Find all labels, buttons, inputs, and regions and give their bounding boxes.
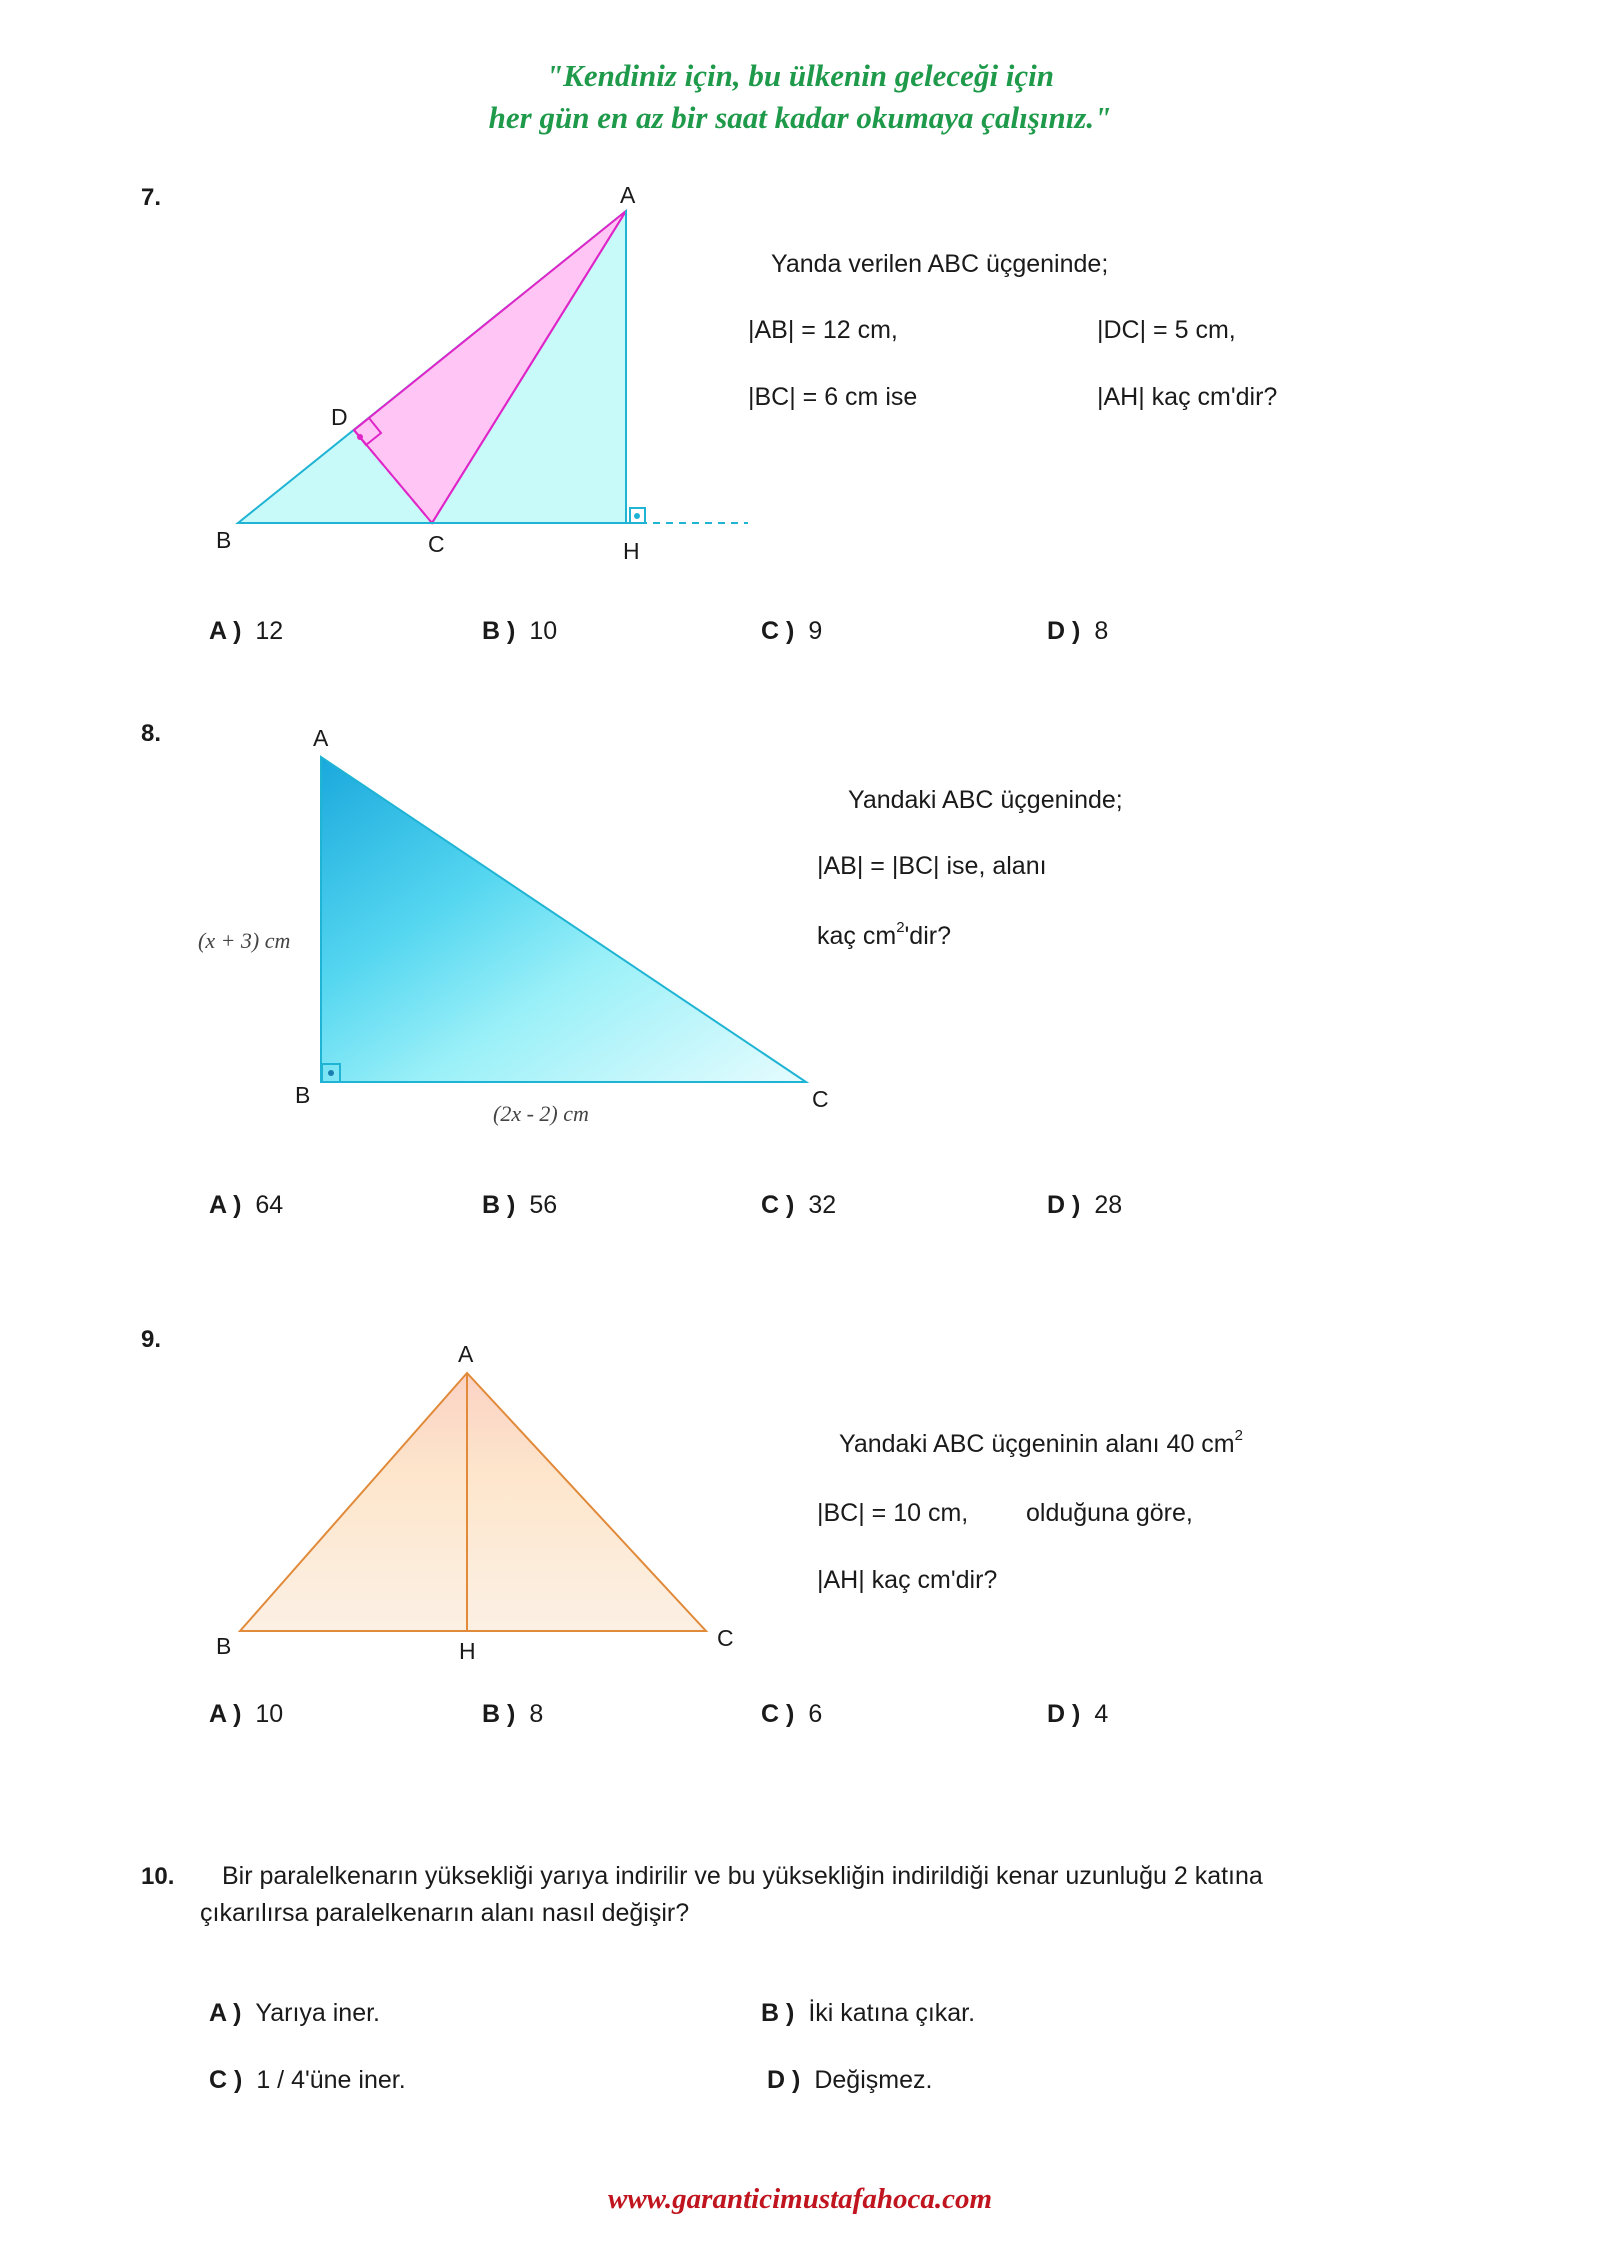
q7-option-b-letter: B ) <box>482 617 516 645</box>
q8-option-c-letter: C ) <box>761 1191 795 1219</box>
q10-option-b[interactable] <box>761 1999 975 2028</box>
q8-triangle-abc <box>321 757 806 1082</box>
q7-text-dc: |DC| = 5 cm, <box>1097 316 1236 344</box>
q9-triangle-abc <box>240 1373 706 1631</box>
q9-option-c-value: 6 <box>808 1700 823 1728</box>
q7-right-angle-dot-h <box>634 513 640 519</box>
q9-option-c-letter: C ) <box>761 1700 795 1728</box>
q7-point-d: D <box>331 404 348 430</box>
q7-option-b[interactable] <box>482 617 557 646</box>
q7-point-b: B <box>216 527 232 553</box>
q8-option-d-letter: D ) <box>1047 1191 1081 1219</box>
q8-option-b[interactable] <box>482 1191 557 1220</box>
q9-option-b-value: 8 <box>529 1700 544 1728</box>
q10-option-c-letter: C ) <box>209 2066 243 2094</box>
q9-point-h: H <box>459 1638 476 1664</box>
q8-option-d[interactable] <box>1047 1191 1122 1220</box>
q8-text-question <box>817 918 951 951</box>
q10-option-a-letter: A ) <box>209 1999 242 2027</box>
q9-text-question: |AH| kaç cm'dir? <box>817 1566 998 1594</box>
q9-figure <box>240 1373 706 1631</box>
q8-option-d-value: 28 <box>1094 1191 1123 1219</box>
q7-right-angle-dot-d <box>357 434 363 440</box>
q10-option-b-value: İki katına çıkar. <box>808 1999 976 2027</box>
q10-number: 10. <box>141 1863 175 1890</box>
q7-text-question: |AH| kaç cm'dir? <box>1097 383 1278 411</box>
q8-question-after: 'dir? <box>904 922 951 950</box>
q9-option-d-value: 4 <box>1094 1700 1109 1728</box>
q7-number: 7. <box>141 184 162 211</box>
q8-measure-bc: (2x - 2) cm <box>493 1101 589 1126</box>
q9-text-condition: olduğuna göre, <box>1026 1499 1193 1527</box>
q7-figure <box>238 211 748 523</box>
q9-option-d-letter: D ) <box>1047 1700 1081 1728</box>
q10-text-line-1: Bir paralelkenarın yüksekliği yarıya indirilir ve bu yüksekliğin indirildiği kenar uzunluğu 2 katına <box>222 1862 1263 1890</box>
q9-option-c[interactable] <box>761 1700 822 1729</box>
q9-point-c: C <box>717 1625 734 1651</box>
q9-option-d[interactable] <box>1047 1700 1108 1729</box>
footer-website-link[interactable]: www.garanticimustafahoca.com <box>607 2183 993 2215</box>
q8-option-a-value: 64 <box>255 1191 284 1219</box>
q7-point-a: A <box>620 182 636 208</box>
q7-option-d[interactable] <box>1047 617 1108 646</box>
q7-point-h: H <box>623 538 640 564</box>
q10-option-c[interactable] <box>209 2066 406 2095</box>
q8-option-b-value: 56 <box>529 1191 558 1219</box>
q7-option-d-letter: D ) <box>1047 617 1081 645</box>
q8-point-b: B <box>295 1082 311 1108</box>
q9-point-b: B <box>216 1633 232 1659</box>
q8-figure <box>321 757 806 1082</box>
q10-option-d-letter: D ) <box>767 2066 801 2094</box>
q9-option-b-letter: B ) <box>482 1700 516 1728</box>
q7-point-c: C <box>428 531 445 557</box>
q9-text-bc: |BC| = 10 cm, <box>817 1499 969 1527</box>
q8-point-c: C <box>812 1086 829 1112</box>
q9-intro-sup: 2 <box>1234 1426 1243 1444</box>
q7-option-d-value: 8 <box>1094 617 1109 645</box>
q9-point-a: A <box>458 1341 474 1367</box>
q8-option-a-letter: A ) <box>209 1191 242 1219</box>
q9-option-b[interactable] <box>482 1700 543 1729</box>
q10-option-a[interactable] <box>209 1999 380 2028</box>
q10-option-a-value: Yarıya iner. <box>255 1999 381 2027</box>
q9-number: 9. <box>141 1326 162 1353</box>
q10-option-b-letter: B ) <box>761 1999 795 2027</box>
q9-text-intro <box>839 1426 1243 1459</box>
q9-option-a-value: 10 <box>255 1700 284 1728</box>
quote-line-1: "Kendiniz için, bu ülkenin geleceği için <box>545 58 1055 93</box>
q7-text-bc: |BC| = 6 cm ise <box>748 383 918 411</box>
q8-right-angle-dot-b <box>328 1070 334 1076</box>
q7-option-c[interactable] <box>761 617 822 646</box>
q8-option-c-value: 32 <box>808 1191 837 1219</box>
q8-text-intro: Yandaki ABC üçgeninde; <box>848 786 1123 814</box>
q9-option-a-letter: A ) <box>209 1700 242 1728</box>
q7-option-a[interactable] <box>209 617 283 646</box>
q8-option-a[interactable] <box>209 1191 283 1220</box>
q8-point-a: A <box>313 725 329 751</box>
q8-question-before: kaç cm <box>817 922 897 950</box>
q10-text-line-2: çıkarılırsa paralelkenarın alanı nasıl değişir? <box>200 1899 690 1927</box>
q8-question-sup: 2 <box>896 918 905 936</box>
q7-text-intro: Yanda verilen ABC üçgeninde; <box>771 250 1109 278</box>
q10-option-c-value: 1 / 4'üne iner. <box>256 2066 406 2094</box>
q8-number: 8. <box>141 720 162 747</box>
q9-intro-text: Yandaki ABC üçgeninin alanı 40 cm <box>839 1430 1235 1458</box>
q8-option-b-letter: B ) <box>482 1191 516 1219</box>
q7-option-c-letter: C ) <box>761 617 795 645</box>
q10-option-d[interactable] <box>767 2066 932 2095</box>
q7-option-c-value: 9 <box>808 617 823 645</box>
q10-option-d-value: Değişmez. <box>814 2066 933 2094</box>
q7-text-ab: |AB| = 12 cm, <box>748 316 898 344</box>
q7-option-a-letter: A ) <box>209 617 242 645</box>
q8-option-c[interactable] <box>761 1191 836 1220</box>
q9-option-a[interactable] <box>209 1700 283 1729</box>
q7-option-b-value: 10 <box>529 617 558 645</box>
q8-text-condition: |AB| = |BC| ise, alanı <box>817 852 1047 880</box>
quote-line-2: her gün en az bir saat kadar okumaya çalışınız." <box>488 100 1112 135</box>
q7-option-a-value: 12 <box>255 617 284 645</box>
q8-measure-ab: (x + 3) cm <box>198 928 291 953</box>
